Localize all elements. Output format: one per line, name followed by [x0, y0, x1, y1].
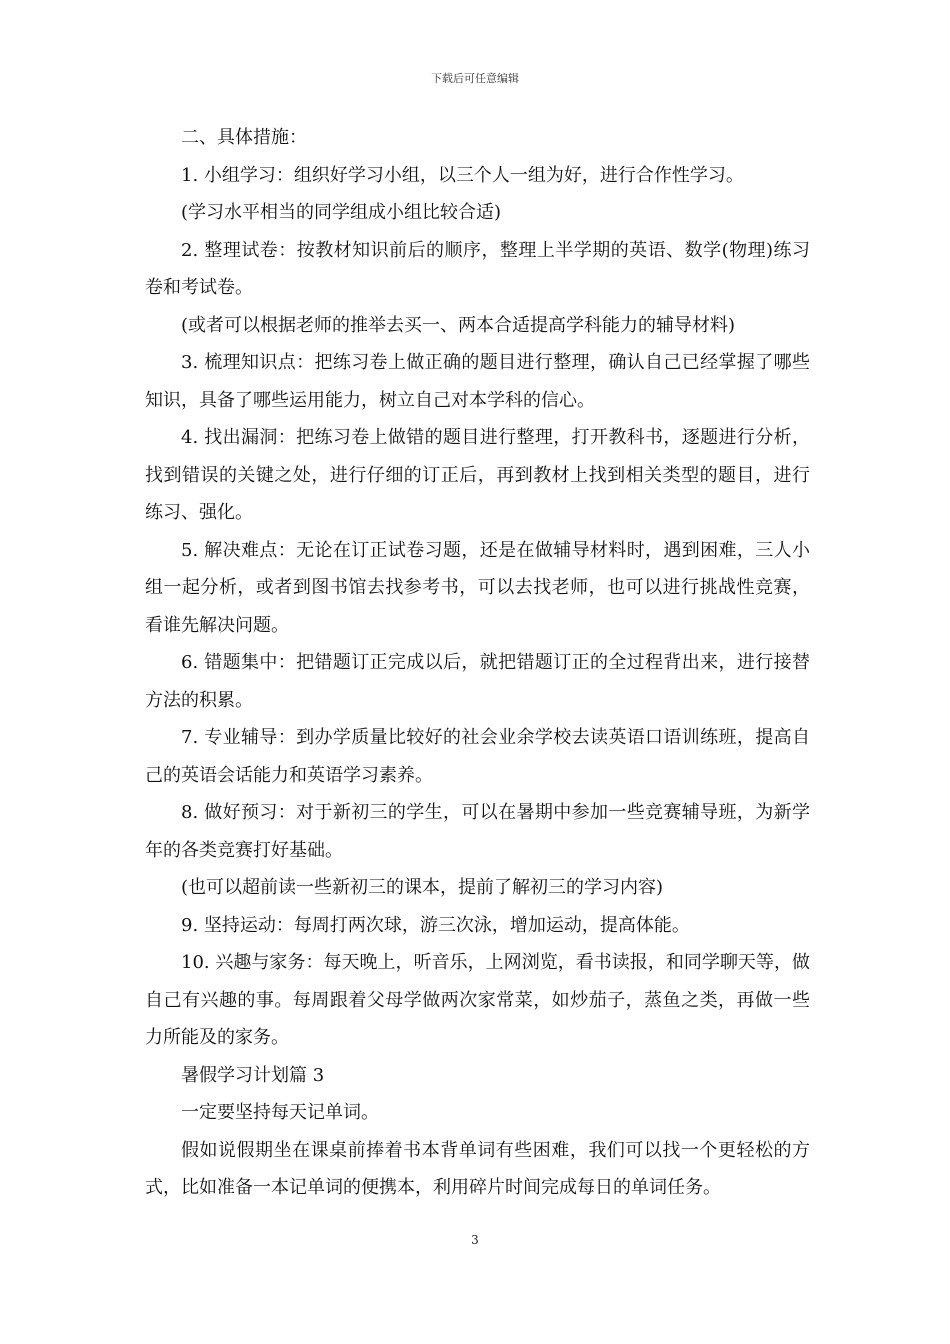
- paragraph: 二、具体措施：: [181, 127, 307, 148]
- paragraph: (学习水平相当的同学组成小组比较合适): [181, 202, 502, 223]
- paragraph: 2. 整理试卷：按教材知识前后的顺序，整理上半学期的英语、数学(物理)练习卷和考试卷。: [145, 239, 810, 298]
- paragraph: 一定要坚持每天记单词。: [181, 1102, 379, 1123]
- paragraph: (或者可以根据老师的推举去买一、两本合适提高学科能力的辅导材料): [181, 314, 736, 336]
- paragraph: 假如说假期坐在课桌前捧着书本背单词有些困难，我们可以找一个更轻松的方式，比如准备一本记单词的便携本，利用碎片时间完成每日的单词任务。: [145, 1139, 810, 1198]
- paragraph: 8. 做好预习：对于新初三的学生，可以在暑期中参加一些竞赛辅导班，为新学年的各类竞赛打好基础。: [145, 802, 810, 861]
- paragraph: 3. 梳理知识点：把练习卷上做正确的题目进行整理，确认自己已经掌握了哪些知识，具备了哪些运用能力，树立自己对本学科的信心。: [145, 352, 810, 411]
- paragraph: 9. 坚持运动：每周打两次球，游三次泳，增加运动，提高体能。: [181, 914, 690, 936]
- paragraph: 10. 兴趣与家务：每天晚上，听音乐，上网浏览，看书读报，和同学聊天等，做自己有兴趣的事。每周跟着父母学做两次家常菜，如炒茄子，蒸鱼之类，再做一些力所能及的家务。: [145, 952, 810, 1048]
- page-header: 下载后可任意编辑: [431, 72, 519, 85]
- paragraph: 1. 小组学习：组织好学习小组，以三个人一组为好，进行合作性学习。: [181, 164, 744, 186]
- section-heading: 暑假学习计划篇 3: [181, 1064, 325, 1086]
- paragraph: 4. 找出漏洞：把练习卷上做错的题目进行整理，打开教科书，逐题进行分析，找到错误的关键之处，进行仔细的订正后，再到教材上找到相关类型的题目，进行练习、强化。: [145, 427, 810, 523]
- paragraph: 7. 专业辅导：到办学质量比较好的社会业余学校去读英语口语训练班，提高自己的英语会话能力和英语学习素养。: [145, 727, 810, 786]
- paragraph: (也可以超前读一些新初三的课本，提前了解初三的学习内容): [181, 877, 664, 898]
- page-number: 3: [471, 1233, 479, 1247]
- document-body: [145, 119, 810, 1207]
- paragraph: 5. 解决难点：无论在订正试卷习题，还是在做辅导材料时，遇到困难，三人小组一起分析，或者到图书馆去找参考书，可以去找老师，也可以进行挑战性竞赛，看谁先解决问题。: [145, 539, 810, 636]
- paragraph: 6. 错题集中：把错题订正完成以后，就把错题订正的全过程背出来，进行接替方法的积累。: [145, 652, 810, 711]
